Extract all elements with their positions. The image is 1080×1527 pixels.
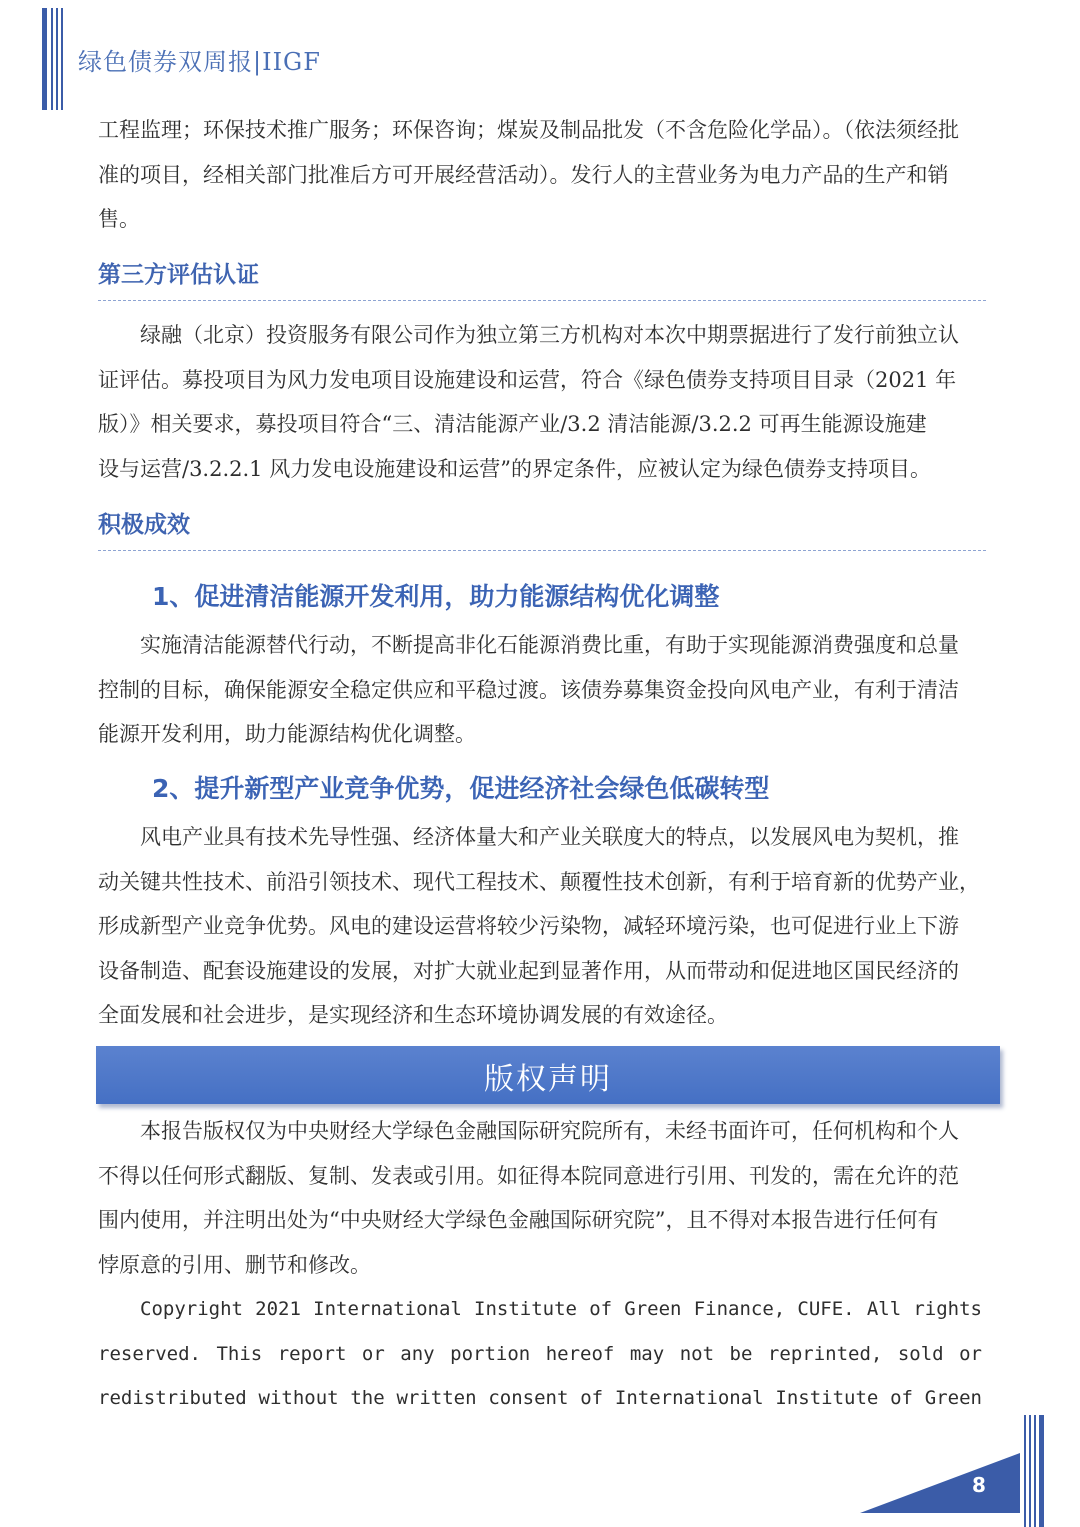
text-line: 准的项目，经相关部门批准后方可开展经营活动）。发行人的主营业务为电力产品的生产和销 <box>98 162 949 187</box>
effect-item-2-title: 2、提升新型产业竞争优势，促进经济社会绿色低碳转型 <box>152 774 770 803</box>
text-line: 售。 <box>98 207 140 231</box>
text-line: reserved. This report or any portion hereof may not be reprinted, sold or <box>98 1342 982 1365</box>
text-line: 风电产业具有技术先导性强、经济体量大和产业关联度大的特点，以发展风电为契机，推 <box>140 825 959 849</box>
footer-decoration-bars <box>1024 1415 1046 1527</box>
text-line: 悖原意的引用、删节和修改。 <box>98 1252 371 1277</box>
section-title-effects: 积极成效 <box>98 512 190 538</box>
text-line: 设备制造、配套设施建设的发展，对扩大就业起到显著作用，从而带动和促进地区国民经济的 <box>98 958 959 983</box>
page-number-triangle <box>860 1453 1020 1513</box>
text-line: 形成新型产业竞争优势。风电的建设运营将较少污染物，减轻环境污染，也可促进行业上下游 <box>98 914 959 938</box>
page-number: 8 <box>972 1473 986 1497</box>
copyright-banner-title: 版权声明 <box>484 1062 612 1097</box>
section-title-third-party: 第三方评估认证 <box>98 262 259 288</box>
copyright-paragraph <box>98 1109 982 1287</box>
text-line: 控制的目标，确保能源安全稳定供应和平稳过渡。该债券募集资金投向风电产业，有利于清洁 <box>98 677 959 702</box>
effect-item-1-title: 1、促进清洁能源开发利用，助力能源结构优化调整 <box>152 582 720 611</box>
text-line: 不得以任何形式翻版、复制、发表或引用。如征得本院同意进行引用、刊发的，需在允许的范 <box>98 1163 959 1188</box>
third-party-paragraph <box>98 313 982 491</box>
copyright-banner <box>96 1046 1000 1104</box>
text-line: 围内使用，并注明出处为“中央财经大学绿色金融国际研究院”，且不得对本报告进行任何有 <box>98 1208 939 1232</box>
effect-item-2-paragraph <box>98 815 982 1038</box>
text-line: 证评估。募投项目为风力发电项目设施建设和运营，符合《绿色债券支持项目目录（2021 年 <box>98 367 957 392</box>
text-line: 绿融（北京）投资服务有限公司作为独立第三方机构对本次中期票据进行了发行前独立认 <box>140 323 959 347</box>
text-line: 能源开发利用，助力能源结构优化调整。 <box>98 722 476 746</box>
text-line: 工程监理；环保技术推广服务；环保咨询；煤炭及制品批发（不含危险化学品）。（依法须经批 <box>98 118 959 142</box>
report-header-title: 绿色债券双周报|IIGF <box>78 48 321 76</box>
text-line: 实施清洁能源替代行动，不断提高非化石能源消费比重，有助于实现能源消费强度和总量 <box>140 633 959 657</box>
text-line: 全面发展和社会进步，是实现经济和生态环境协调发展的有效途径。 <box>98 1003 728 1027</box>
text-line: 本报告版权仅为中央财经大学绿色金融国际研究院所有，未经书面许可，任何机构和个人 <box>140 1119 959 1143</box>
section-divider <box>98 300 986 301</box>
text-line: 设与运营/3.2.2.1 风力发电设施建设和运营”的界定条件，应被认定为绿色债券支持项目。 <box>98 456 931 481</box>
text-line: Copyright 2021 International Institute of Green Finance, CUFE. All rights <box>140 1298 982 1320</box>
header-decoration-bars <box>42 8 66 110</box>
copyright-english-paragraph <box>98 1287 982 1421</box>
text-line: redistributed without the written consent of International Institute of Green <box>98 1387 982 1409</box>
effect-item-1-paragraph <box>98 623 982 757</box>
intro-paragraph <box>98 108 982 242</box>
text-line: 动关键共性技术、前沿引领技术、现代工程技术、颠覆性技术创新，有利于培育新的优势产业， <box>98 869 980 894</box>
section-divider <box>98 550 986 551</box>
text-line: 版）》相关要求，募投项目符合“三、清洁能源产业/3.2 清洁能源/3.2.2 可再生能源设施建 <box>98 412 927 436</box>
